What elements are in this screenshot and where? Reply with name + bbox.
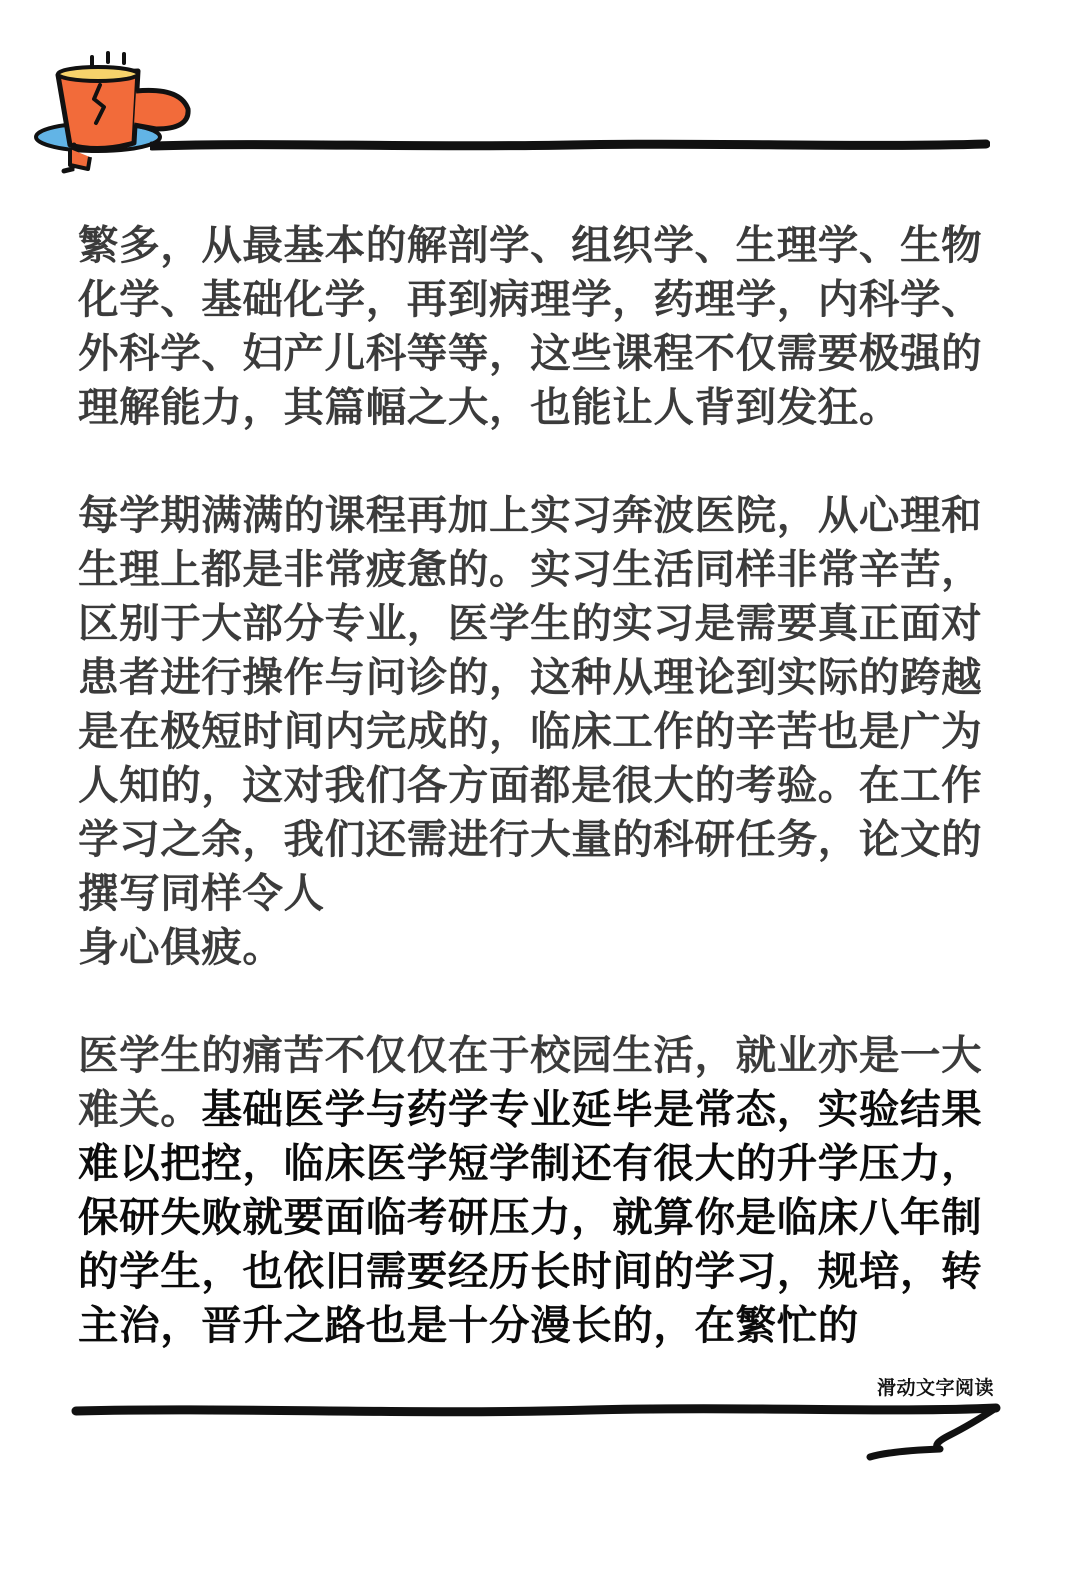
paragraph-2-tail: 身心俱疲。 xyxy=(78,923,284,971)
cup-mascot-icon xyxy=(30,45,200,185)
bottom-hand-drawn-line xyxy=(70,1395,1005,1470)
swipe-to-read-hint: 滑动文字阅读 xyxy=(876,1377,994,1399)
paragraph-2 xyxy=(78,488,1003,974)
article-body xyxy=(78,218,1003,1352)
paragraph-3 xyxy=(78,1028,1003,1352)
paragraph-2-main: 每学期满满的课程再加上实习奔波医院，从心理和生理上都是非常疲惫的。实习生活同样非常辛苦，区别于大部分专业，医学生的实习是需要真正面对患者进行操作与问诊的，这种从理论到实际的跨越是在极短时间内完成的，临床工作的辛苦也是广为人知的，这对我们各方面都是很大的考验。在工作学习之余，我们还需进行大量的科研任务，论文的撰写同样令人 xyxy=(78,491,983,917)
paragraph-3-lead: 医学生的痛苦不仅仅在于校园生活，就业亦是一大难关。 xyxy=(78,1031,983,1133)
paragraph-3-emphasis: 基础医学与药学专业延毕是常态，实验结果难以把控，临床医学短学制还有很大的升学压力，保研失败就要面临考研压力，就算你是临床八年制的学生，也依旧需要经历长时间的学习，规培，转主治，晋升之路也是十分漫长的，在繁忙的 xyxy=(78,1085,983,1349)
top-hand-drawn-line xyxy=(150,132,990,158)
paragraph-1: 繁多，从最基本的解剖学、组织学、生理学、生物化学、基础化学，再到病理学，药理学，内科学、外科学、妇产儿科等等，这些课程不仅需要极强的理解能力，其篇幅之大，也能让人背到发狂。 xyxy=(78,221,983,431)
